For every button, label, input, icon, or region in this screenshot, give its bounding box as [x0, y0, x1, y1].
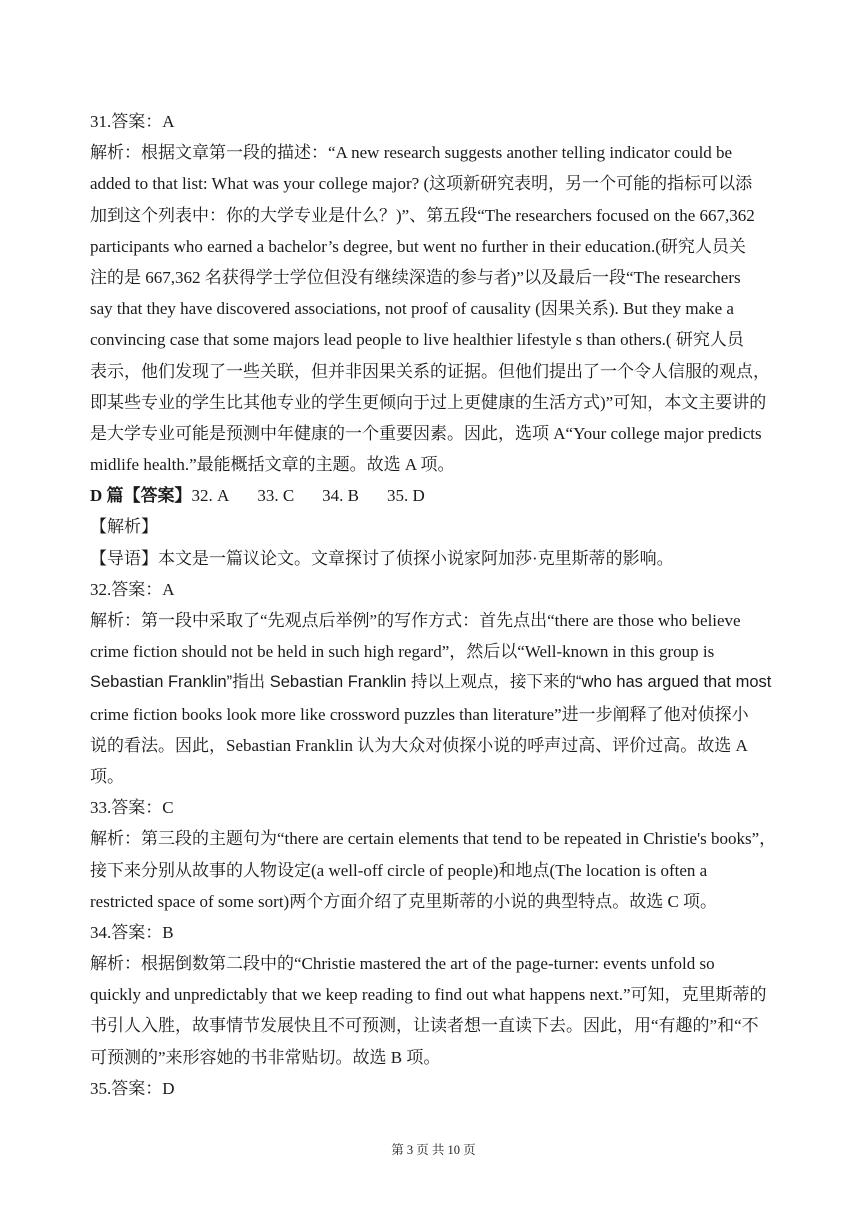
answer-35-heading: 35.答案：D [90, 1078, 175, 1098]
analysis-32-line-5: 说的看法。因此，Sebastian Franklin 认为大众对侦探小说的呼声过高、评价过高。故选 A [90, 735, 748, 755]
answer-item: 34. B [322, 486, 359, 506]
answer-34-heading: 34.答案：B [90, 922, 174, 942]
answer-item: 32. A [191, 486, 230, 506]
analysis-heading: 【解析】 [90, 517, 158, 537]
answer-31-heading: 31.答案：A [90, 112, 175, 131]
analysis-31-line-6: say that they have discovered associations, not proof of causality (因果关系). But they make a [90, 299, 734, 319]
page-footer: 第 3 页 共 10 页 [391, 1143, 476, 1157]
analysis-31-line-3: 加到这个列表中：你的大学专业是什么？)”、第五段“The researchers focused on the 667,362 [90, 205, 755, 225]
analysis-32-line-1: 解析：第一段中采取了“先观点后举例”的写作方式：首先点出“there are those who believe [90, 611, 741, 630]
analysis-34-line-4: 可预测的”来形容她的书非常贴切。故选 B 项。 [90, 1047, 441, 1067]
answer-32-heading: 32.答案：A [90, 579, 175, 599]
section-d-answer-line [90, 480, 790, 511]
analysis-32-line-3: Sebastian Franklin”指出 Sebastian Franklin 持以上观点，接下来的“who has argued that most [90, 673, 772, 692]
analysis-31-line-7: convincing case that some majors lead people to live healthier lifestyle s than others.( 研究人员 [90, 330, 744, 350]
analysis-31-line-10: 是大学专业可能是预测中年健康的一个重要因素。因此，选项 A“Your college major predicts [90, 423, 762, 443]
section-d-answer-label: D 篇【答案】 [90, 486, 192, 506]
analysis-31-line-8: 表示，他们发现了一些关联，但并非因果关系的证据。但他们提出了一个令人信服的观点， [90, 361, 770, 381]
analysis-31-line-4: participants who earned a bachelor’s degree, but went no further in their education.(研究人员关 [90, 236, 746, 256]
analysis-32-line-4: crime fiction books look more like crossword puzzles than literature”进一步阐释了他对侦探小 [90, 704, 749, 724]
analysis-34-line-2: quickly and unpredictably that we keep reading to find out what happens next.”可知，克里斯蒂的 [90, 985, 767, 1005]
analysis-32-line-6: 项。 [90, 766, 124, 786]
answer-item: 33. C [257, 486, 295, 506]
analysis-34-line-3: 书引人入胜，故事情节发展快且不可预测，让读者想一直读下去。因此，用“有趣的”和“不 [90, 1016, 759, 1036]
analysis-31-line-2: added to that list: What was your college major? (这项新研究表明，另一个可能的指标可以添 [90, 174, 753, 194]
analysis-33-line-2: 接下来分别从故事的人物设定(a well-off circle of people)和地点(The location is often a [90, 860, 708, 880]
document-body [90, 106, 790, 1104]
analysis-31-line-1: 解析：根据文章第一段的描述：“A new research suggests another telling indicator could be [90, 143, 733, 163]
intro-line: 【导语】本文是一篇议论文。文章探讨了侦探小说家阿加莎·克里斯蒂的影响。 [90, 548, 674, 568]
analysis-34-line-1: 解析：根据倒数第二段中的“Christie mastered the art of the page-turner: events unfold so [90, 954, 715, 974]
analysis-32-line-2: crime fiction should not be held in such high regard”，然后以“Well-known in this group is [90, 642, 715, 662]
analysis-31-line-5: 注的是 667,362 名获得学士学位但没有继续深造的参与者)”以及最后一段“The researchers [90, 267, 741, 287]
answer-33-heading: 33.答案：C [90, 798, 174, 818]
analysis-33-line-3: restricted space of some sort)两个方面介绍了克里斯蒂的小说的典型特点。故选 C 项。 [90, 891, 718, 911]
analysis-33-line-1: 解析：第三段的主题句为“there are certain elements that tend to be repeated in Christie's books”， [90, 829, 777, 849]
answer-item: 35. D [387, 486, 425, 506]
analysis-31-line-9: 即某些专业的学生比其他专业的学生更倾向于过上更健康的生活方式)”可知，本文主要讲的 [90, 392, 767, 412]
analysis-31-line-11: midlife health.”最能概括文章的主题。故选 A 项。 [90, 455, 455, 475]
